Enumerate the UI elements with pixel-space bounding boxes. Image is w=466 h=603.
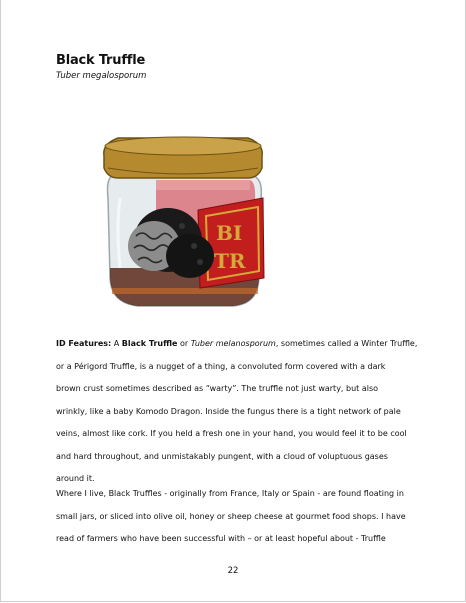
- jar-label-text-2: TR: [214, 249, 246, 273]
- text-run: A: [111, 339, 122, 348]
- paragraph-line: around it.: [56, 474, 95, 483]
- jar-label-text-1: BI: [216, 221, 243, 245]
- page-number: 22: [227, 566, 239, 576]
- habitat-paragraph: [56, 483, 416, 551]
- paragraph-line: [56, 333, 416, 356]
- paragraph-line: wrinkly, like a baby Komodo Dragon. Inside the fungus there is a tight network of pale: [56, 406, 401, 416]
- scientific-name: Tuber megalosporum: [56, 71, 147, 81]
- text-run-italic: Tuber melanosporum: [190, 339, 276, 348]
- text-run-bold: Black Truffle: [121, 339, 178, 348]
- text-run: , sometimes called a Winter Truffle,: [275, 339, 418, 348]
- paragraph-line: and hard throughout, and unmistakably pungent, with a cloud of voluptuous gases: [56, 451, 388, 461]
- paragraph-line: read of farmers who have been successful with – or at least hopeful about - Truffle: [56, 534, 386, 543]
- paragraph-line: or a Périgord Truffle, is a nugget of a thing, a convoluted form covered with a dark: [56, 361, 386, 371]
- paragraph-line: Where I live, Black Truffles - originally from France, Italy or Spain - are found floating in: [56, 489, 404, 498]
- paragraph-line: small jars, or sliced into olive oil, honey or sheep cheese at gourmet food shops. I have: [56, 511, 406, 521]
- page-title: Black Truffle: [56, 53, 146, 68]
- id-features-label: ID Features:: [56, 339, 112, 348]
- text-run: or: [177, 339, 191, 348]
- paragraph-line: brown crust sometimes described as “warty”. The truffle not just warty, but also: [56, 384, 379, 393]
- truffle-jar-illustration: [98, 128, 268, 328]
- jar-lid: [104, 137, 262, 178]
- paragraph-line: veins, almost like cork. If you held a fresh one in your hand, you would feel it to be cool: [56, 429, 407, 438]
- id-features-paragraph: [56, 333, 416, 491]
